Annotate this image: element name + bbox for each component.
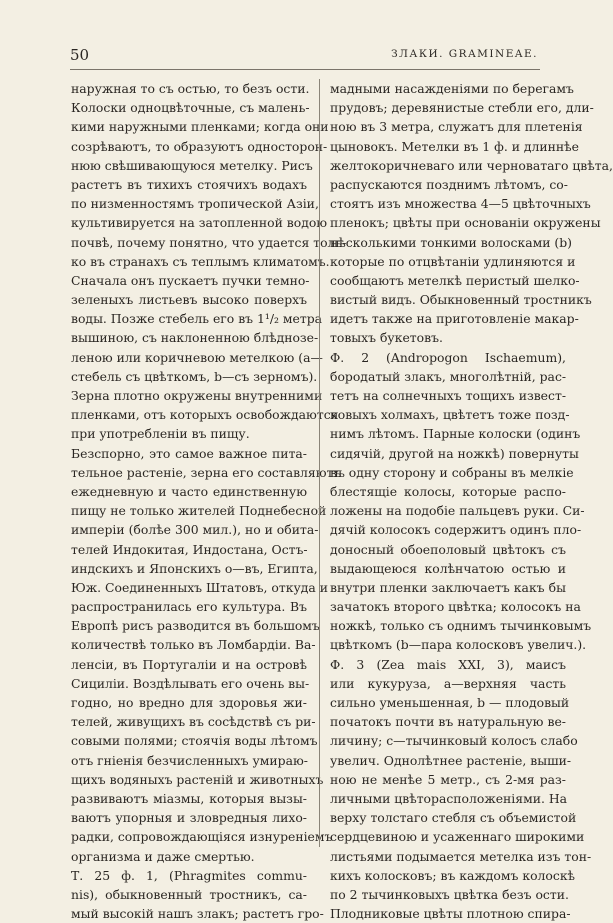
text-line: отъ гніенія безчисленныхъ умираю-	[71, 752, 308, 768]
text-line: нимъ лѣтомъ. Парные колоски (одинъ	[330, 426, 581, 442]
text-line: идетъ также на приготовленіе макар-	[330, 311, 579, 327]
text-line: ленсіи, въ Португаліи и на островѣ	[71, 656, 307, 672]
text-line: ковыхъ холмахъ, цвѣтетъ тоже позд-	[330, 407, 570, 423]
text-line: культивируется на затопленной водою	[71, 215, 328, 231]
column-divider	[319, 79, 320, 847]
text-line: почвѣ, почему понятно, что удается толь-	[71, 234, 347, 250]
text-line: цвѣткомъ (b—пара колосковъ увелич.).	[330, 637, 587, 653]
text-line: доносный обоеполовый цвѣтокъ съ	[330, 541, 566, 557]
text-line: Колоски одноцвѣточные, съ малень-	[71, 100, 310, 116]
text-line: Сициліи. Воздѣлывать его очень вы-	[71, 675, 310, 691]
text-line: сидячій, другой на ножкѣ) повернуты	[330, 445, 579, 461]
text-line: которые по отцвѣтаніи удлиняются и	[330, 253, 576, 269]
text-line: ною не менѣе 5 метр., съ 2-мя раз-	[330, 771, 566, 787]
text-line: блестящіе колосы, которые распо-	[330, 483, 566, 499]
text-line: распространилась его культура. Въ	[71, 599, 307, 615]
text-line: желтокоричневаго или черноватаго цвѣта,	[330, 157, 613, 173]
text-line: личину; c—тычинковый колосъ слабо	[330, 733, 578, 749]
text-line: нѣсколькими тонкими волосками (b)	[330, 234, 573, 250]
text-line: ною въ 3 метра, служатъ для плетенія	[330, 119, 583, 135]
text-line: вышиною, съ наклоненною блѣднозе-	[71, 330, 319, 346]
text-line: бородатый злакъ, многолѣтній, рас-	[330, 368, 567, 384]
text-line: радки, сопровождающіяся изнуреніемъ	[71, 829, 333, 845]
text-line: личными цвѣторасположеніями. На	[330, 790, 568, 806]
text-line: Ф. 2 (Andropogon Ischaemum),	[330, 349, 566, 365]
text-line: леною или коричневою метелкою (a—	[71, 349, 323, 365]
text-line: по 2 тычинковыхъ цвѣтка безъ ости.	[330, 886, 569, 902]
text-line: тельное растеніе, зерна его составляютъ	[71, 464, 342, 480]
text-line: стебель съ цвѣткомъ, b—съ зерномъ).	[71, 368, 318, 384]
text-line: въ одну сторону и собраны въ мелкіе	[330, 464, 574, 480]
text-line: дячій колосокъ содержитъ одинъ пло-	[330, 522, 582, 538]
text-line: имперіи (болѣе 300 мил.), но и обита-	[71, 522, 319, 538]
right-column	[330, 79, 613, 922]
text-line: ложены на подобіе пальцевъ руки. Си-	[330, 503, 585, 519]
text-line: телей Индокитая, Индостана, Остъ-	[71, 541, 308, 557]
page-number: 50	[70, 46, 90, 64]
text-line: нюю свѣшивающуюся метелку. Рисъ	[71, 157, 313, 173]
text-line: выдающеюся колѣнчатою остью и	[330, 560, 566, 576]
text-line: сообщаютъ метелкѣ перистый шелко-	[330, 272, 580, 288]
text-line: верху толстаго стебля съ объемистой	[330, 810, 577, 826]
text-line: при употребленіи въ пищу.	[71, 426, 250, 442]
text-line: Зерна плотно окружены внутренними	[71, 388, 323, 403]
text-line: телей, живущихъ въ сосѣдствѣ съ ри-	[71, 714, 316, 730]
text-line: организма и даже смертью.	[71, 848, 255, 864]
text-line: ножкѣ, только съ однимъ тычинковымъ	[330, 618, 592, 634]
text-line: развиваютъ міазмы, которыя вызы-	[71, 790, 307, 806]
text-line: воды. Позже стебель его въ 1¹/₂ метра	[71, 311, 323, 327]
text-line: годно, но вредно для здоровья жи-	[71, 695, 307, 710]
text-line: листьями подымается метелка изъ тон-	[330, 848, 592, 864]
text-line: созрѣваютъ, то образуютъ односторон-	[71, 138, 328, 154]
text-line: внутри пленки заключаетъ какъ бы	[330, 579, 566, 595]
text-line: сильно уменьшенная, b — плодовый	[330, 695, 570, 710]
left-column	[71, 79, 347, 922]
text-line: Сначала онъ пускаетъ пучки темно-	[71, 272, 310, 288]
text-line: nis), обыкновенный тростникъ, са-	[71, 886, 307, 902]
text-line: щихъ водяныхъ растеній и животныхъ	[71, 771, 324, 787]
text-line: пленокъ; цвѣты при основаніи окружены	[330, 215, 601, 231]
text-line: Юж. Соединенныхъ Штатовъ, откуда и	[71, 579, 328, 595]
header-rule	[70, 69, 540, 70]
text-line: Безспорно, это самое важное пита-	[71, 445, 307, 461]
text-line: Т. 25 ф. 1, (Phragmites commu-	[71, 867, 307, 883]
text-line: кими наружными пленками; когда они	[71, 119, 329, 135]
text-line: ваютъ упорныя и зловредныя лихо-	[71, 810, 307, 826]
text-line: Европѣ рисъ разводится въ большомъ	[71, 618, 320, 634]
text-line: мый высокій нашъ злакъ; растетъ гро-	[71, 906, 324, 922]
text-line: пищу не только жителей Поднебесной	[71, 503, 327, 519]
text-line: растетъ въ тихихъ стоячихъ водахъ	[71, 176, 307, 192]
text-line: совыми полями; стоячія воды лѣтомъ	[71, 733, 318, 749]
text-line: зеленыхъ листьевъ высоко поверхъ	[71, 292, 307, 308]
text-line: товыхъ букетовъ.	[330, 330, 443, 346]
page-header	[70, 46, 540, 66]
running-title: ЗЛАКИ. GRAMINEAE.	[391, 48, 538, 60]
text-line: распускаются позднимъ лѣтомъ, со-	[330, 176, 568, 192]
text-line: ко въ странахъ съ теплымъ климатомъ.	[71, 253, 330, 269]
text-line: зачатокъ второго цвѣтка; колосокъ на	[330, 599, 581, 615]
text-line: кихъ колосковъ; въ каждомъ колоскѣ	[330, 867, 576, 883]
text-line: пленками, отъ которыхъ освобождаются	[71, 407, 339, 423]
text-line: увелич. Однолѣтнее растеніе, выши-	[330, 752, 572, 768]
text-line: Плодниковые цвѣты плотною спира-	[330, 906, 571, 922]
text-line: мадными насажденіями по берегамъ	[330, 81, 574, 96]
text-line: индскихъ и Японскихъ о—въ, Египта,	[71, 560, 318, 576]
text-line: Ф. 3 (Zea mais XXI, 3), маисъ	[330, 656, 566, 672]
text-line: по низменностямъ тропической Азіи,	[71, 196, 319, 212]
text-line: стоятъ изъ множества 4—5 цвѣточныхъ	[330, 196, 591, 212]
text-line: количествѣ только въ Ломбардіи. Ва-	[71, 637, 316, 653]
text-line: ежедневную и часто единственную	[71, 483, 307, 499]
text-line: вистый видъ. Обыкновенный тростникъ	[330, 292, 592, 308]
text-line: или кукуруза, a—верхняя часть	[330, 675, 566, 691]
text-line: початокъ почти въ натуральную ве-	[330, 714, 566, 730]
text-line: прудовъ; деревянистые стебли его, дли-	[330, 100, 594, 116]
text-line: цыновокъ. Метелки въ 1 ф. и длиннѣе	[330, 138, 579, 154]
text-line: сердцевиною и усаженнаго широкими	[330, 829, 585, 845]
text-line: тетъ на солнечныхъ тощихъ извест-	[330, 388, 566, 403]
text-line: наружная то съ остью, то безъ ости.	[71, 81, 310, 96]
